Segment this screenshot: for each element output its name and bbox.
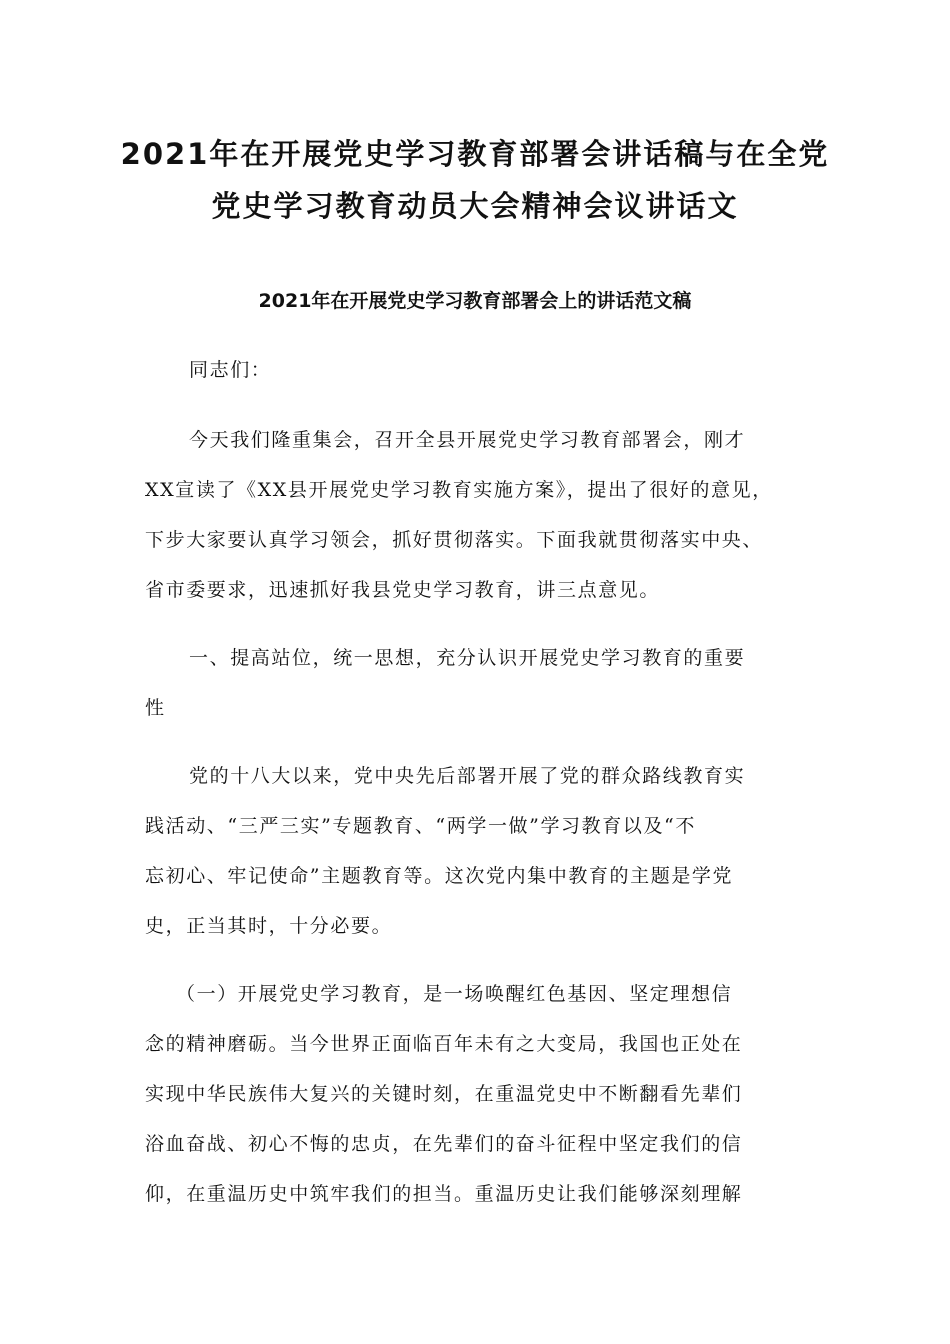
- para1-line-2: XX宣读了《XX县开展党史学习教育实施方案》，提出了很好的意见，: [145, 479, 773, 501]
- para2-line-4: 史，正当其时，十分必要。: [145, 915, 393, 937]
- para1-line-3: 下步大家要认真学习领会，抓好贯彻落实。下面我就贯彻落实中央、: [145, 529, 764, 551]
- para3-line-4: 浴血奋战、初心不悔的忠贞，在先辈们的奋斗征程中坚定我们的信: [145, 1133, 743, 1155]
- para3-line-1: （一）开展党史学习教育，是一场唤醒红色基因、坚定理想信: [176, 983, 733, 1005]
- salutation: 同志们：: [189, 359, 272, 381]
- document-title-line-1: 2021年在开展党史学习教育部署会讲话稿与在全党: [120, 137, 830, 171]
- para2-line-3: 忘初心、牢记使命”主题教育等。这次党内集中教育的主题是学党: [145, 865, 734, 887]
- document-title-line-2: 党史学习教育动员大会精神会议讲话文: [211, 189, 739, 223]
- para1-line-4: 省市委要求，迅速抓好我县党史学习教育，讲三点意见。: [145, 579, 661, 601]
- para3-line-3: 实现中华民族伟大复兴的关键时刻，在重温党史中不断翻看先辈们: [145, 1083, 743, 1105]
- para3-line-2: 念的精神磨砺。当今世界正面临百年未有之大变局，我国也正处在: [145, 1033, 743, 1055]
- para2-line-2: 践活动、“三严三实”专题教育、“两学一做”学习教育以及“不: [145, 815, 696, 837]
- para3-line-5: 仰，在重温历史中筑牢我们的担当。重温历史让我们能够深刻理解: [145, 1183, 743, 1205]
- speech-subtitle: 2021年在开展党史学习教育部署会上的讲话范文稿: [258, 290, 692, 312]
- para2-line-1: 党的十八大以来，党中央先后部署开展了党的群众路线教育实: [189, 765, 746, 787]
- section-heading-1-line-1: 一、提高站位，统一思想，充分认识开展党史学习教育的重要: [189, 647, 746, 669]
- para1-line-1: 今天我们隆重集会，召开全县开展党史学习教育部署会，刚才: [189, 429, 746, 451]
- section-heading-1-line-2: 性: [145, 697, 166, 719]
